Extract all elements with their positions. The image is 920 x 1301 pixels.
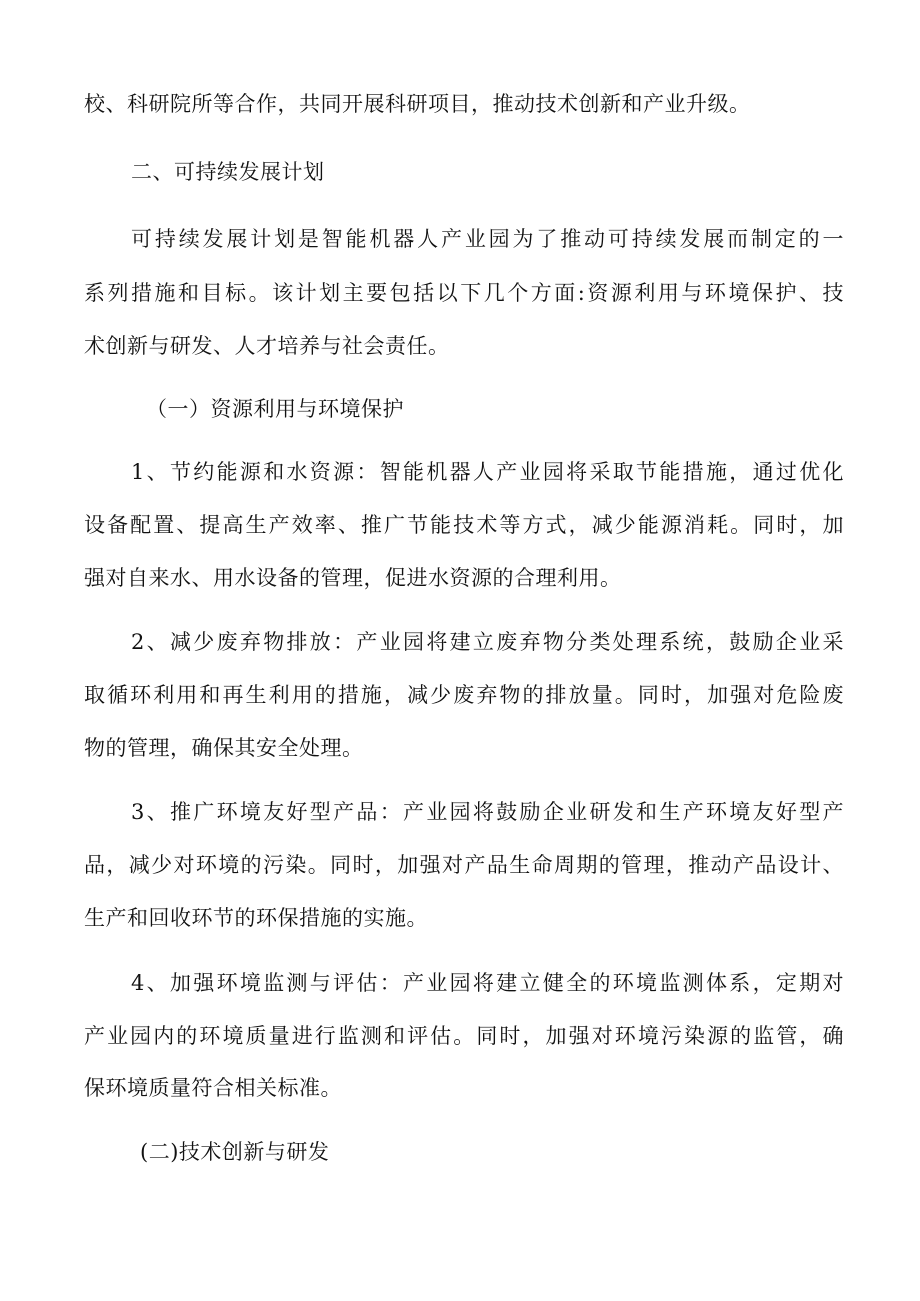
item-1-line: 1、节约能源和水资源：智能机器人产业园将采取节能措施，通过优化 bbox=[131, 460, 844, 484]
item-2-line: 取循环利用和再生利用的措施，减少废弃物的排放量。同时，加强对危险废 bbox=[84, 683, 844, 707]
section-heading: 二、可持续发展计划 bbox=[131, 160, 325, 184]
item-2-line: 物的管理，确保其安全处理。 bbox=[84, 736, 364, 760]
item-3-line: 生产和回收环节的环保措施的实施。 bbox=[84, 906, 428, 930]
item-1-line: 强对自来水、用水设备的管理，促进水资源的合理利用。 bbox=[84, 566, 622, 590]
item-1-line: 设备配置、提高生产效率、推广节能技术等方式，减少能源消耗。同时，加 bbox=[84, 513, 844, 537]
subheading-tech: (二)技术创新与研发 bbox=[140, 1140, 330, 1164]
item-4-line: 产业园内的环境质量进行监测和评估。同时，加强对环境污染源的监管，确 bbox=[84, 1024, 844, 1048]
subheading-resource: （一）资源利用与环境保护 bbox=[146, 397, 404, 421]
item-4-line: 保环境质量符合相关标准。 bbox=[84, 1076, 342, 1100]
item-3-line: 3、推广环境友好型产品：产业园将鼓励企业研发和生产环境友好型产 bbox=[131, 800, 844, 824]
item-4-line: 4、加强环境监测与评估：产业园将建立健全的环境监测体系，定期对 bbox=[131, 971, 844, 995]
item-2-line: 2、减少废弃物排放：产业园将建立废弃物分类处理系统，鼓励企业采 bbox=[131, 630, 844, 654]
intro-line: 可持续发展计划是智能机器人产业园为了推动可持续发展而制定的一 bbox=[131, 227, 844, 251]
intro-line: 系列措施和目标。该计划主要包括以下几个方面:资源利用与环境保护、技 bbox=[84, 281, 844, 305]
paragraph-continuation-line: 校、科研院所等合作，共同开展科研项目，推动技术创新和产业升级。 bbox=[84, 92, 751, 116]
intro-line: 术创新与研发、人才培养与社会责任。 bbox=[84, 334, 450, 358]
item-3-line: 品，减少对环境的污染。同时，加强对产品生命周期的管理，推动产品设计、 bbox=[84, 853, 844, 877]
